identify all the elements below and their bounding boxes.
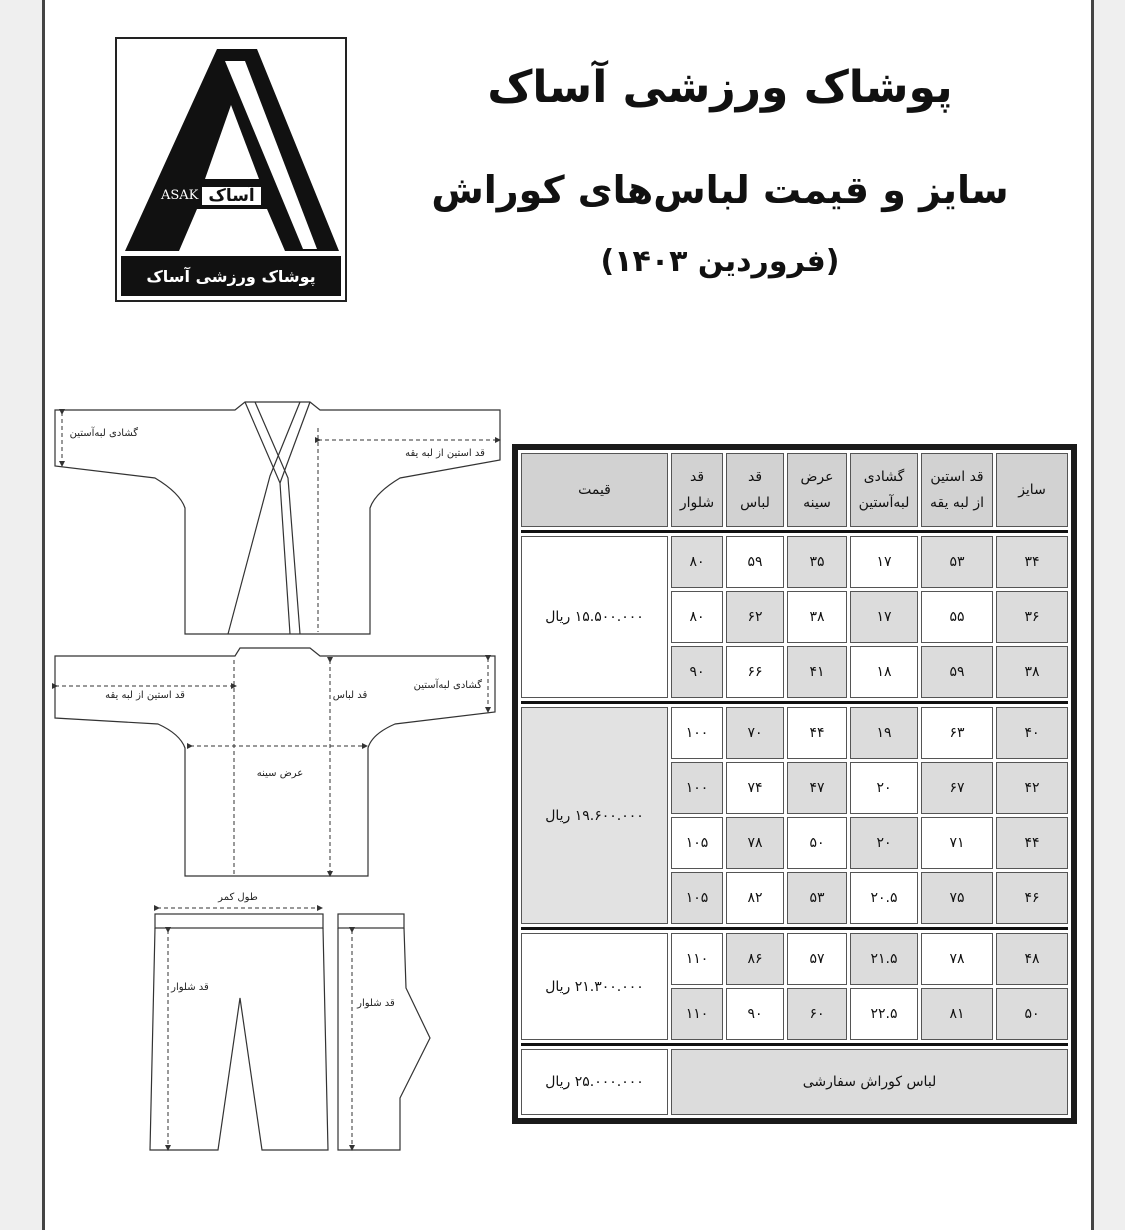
table-row (521, 933, 1068, 985)
table-cell: ۳۸ (996, 646, 1068, 698)
size-price-table (518, 450, 1071, 1118)
custom-price: ۲۵.۰۰۰.۰۰۰ ریال (521, 1049, 668, 1115)
measurement-diagram (50, 398, 505, 1158)
price-group-1: ۱۵.۵۰۰.۰۰۰ ریال (521, 536, 668, 698)
table-cell: ۲۰.۵ (850, 872, 918, 924)
table-cell: ۵۰ (787, 817, 847, 869)
table-cell: ۲۰ (850, 817, 918, 869)
table-cell: ۱۸ (850, 646, 918, 698)
table-cell: ۱۰۵ (671, 872, 723, 924)
header-price: قیمت (521, 453, 668, 527)
page-subtitle: سایز و قیمت لباس‌های کوراش (431, 168, 1009, 212)
label-sleeve-width-1: گشادی لبه‌آستین (69, 428, 138, 439)
table-row (521, 536, 1068, 588)
brand-logo (115, 37, 347, 302)
table-cell: ۴۸ (996, 933, 1068, 985)
label-chest-width: عرض سینه (256, 768, 304, 779)
table-cell: ۵۷ (787, 933, 847, 985)
table-cell: ۴۴ (787, 707, 847, 759)
table-cell: ۷۱ (921, 817, 993, 869)
table-cell: ۱۷ (850, 536, 918, 588)
table-cell: ۶۳ (921, 707, 993, 759)
logo-caption: پوشاک ورزشی آساک (121, 256, 341, 296)
table-cell: ۶۷ (921, 762, 993, 814)
page-date: (فروردین ۱۴۰۳) (600, 244, 840, 279)
custom-label: لباس کوراش سفارشی (671, 1049, 1068, 1115)
price-group-3: ۲۱.۳۰۰.۰۰۰ ریال (521, 933, 668, 1040)
table-cell: ۸۱ (921, 988, 993, 1040)
page-title: پوشاک ورزشی آساک (487, 62, 953, 113)
table-cell: ۷۰ (726, 707, 784, 759)
table-cell: ۶۲ (726, 591, 784, 643)
table-cell: ۸۶ (726, 933, 784, 985)
table-cell: ۶۶ (726, 646, 784, 698)
table-cell: ۱۷ (850, 591, 918, 643)
table-cell: ۳۸ (787, 591, 847, 643)
table-cell: ۲۲.۵ (850, 988, 918, 1040)
label-waist-length: طول کمر (218, 892, 258, 903)
table-cell: ۱۰۰ (671, 762, 723, 814)
header-size: سایز (996, 453, 1068, 527)
price-group-2: ۱۹.۶۰۰.۰۰۰ ریال (521, 707, 668, 924)
table-cell: ۵۹ (726, 536, 784, 588)
label-sleeve-length-2: قد استین از لبه یقه (105, 690, 185, 701)
header-sleeve-length: قد استین از لبه یقه (921, 453, 993, 527)
table-cell: ۵۵ (921, 591, 993, 643)
label-sleeve-width-2: گشادی لبه‌آستین (413, 680, 482, 691)
table-cell: ۸۰ (671, 536, 723, 588)
table-cell: ۱۹ (850, 707, 918, 759)
table-cell: ۱۱۰ (671, 933, 723, 985)
table-row (521, 707, 1068, 759)
table-cell: ۷۸ (921, 933, 993, 985)
table-cell: ۵۹ (921, 646, 993, 698)
table-cell: ۴۰ (996, 707, 1068, 759)
table-cell: ۴۷ (787, 762, 847, 814)
table-cell: ۷۴ (726, 762, 784, 814)
logo-persian-text: آساک (202, 187, 260, 205)
table-cell: ۷۸ (726, 817, 784, 869)
label-sleeve-length-1: قد استین از لبه یقه (405, 448, 485, 459)
table-cell: ۸۰ (671, 591, 723, 643)
table-cell: ۵۳ (787, 872, 847, 924)
header-chest: عرض سینه (787, 453, 847, 527)
garment-diagram-icon (50, 398, 505, 1158)
table-cell: ۵۰ (996, 988, 1068, 1040)
label-pants-length-1: قد شلوار (171, 982, 209, 993)
table-cell: ۴۴ (996, 817, 1068, 869)
logo-letter-icon (117, 39, 345, 255)
table-cell: ۵۳ (921, 536, 993, 588)
label-garment-length: قد لباس (332, 690, 368, 701)
table-cell: ۱۰۰ (671, 707, 723, 759)
table-cell: ۲۱.۵ (850, 933, 918, 985)
table-cell: ۹۰ (726, 988, 784, 1040)
logo-wordmark (157, 187, 307, 205)
size-table-frame (512, 444, 1077, 1124)
table-cell: ۳۵ (787, 536, 847, 588)
header-sleeve-width: گشادی لبه‌آستین (850, 453, 918, 527)
table-cell: ۴۱ (787, 646, 847, 698)
header-pants-length: قد شلوار (671, 453, 723, 527)
table-header-row (521, 453, 1068, 527)
table-cell: ۷۵ (921, 872, 993, 924)
table-cell: ۱۰۵ (671, 817, 723, 869)
table-cell: ۴۲ (996, 762, 1068, 814)
table-cell: ۲۰ (850, 762, 918, 814)
table-cell: ۶۰ (787, 988, 847, 1040)
logo-latin-text: ASAK (157, 187, 202, 205)
table-cell: ۹۰ (671, 646, 723, 698)
table-cell: ۳۴ (996, 536, 1068, 588)
header-garment-length: قد لباس (726, 453, 784, 527)
table-cell: ۳۶ (996, 591, 1068, 643)
label-pants-length-2: قد شلوار (357, 998, 395, 1009)
table-cell: ۱۱۰ (671, 988, 723, 1040)
custom-row (521, 1049, 1068, 1115)
table-cell: ۸۲ (726, 872, 784, 924)
table-cell: ۴۶ (996, 872, 1068, 924)
